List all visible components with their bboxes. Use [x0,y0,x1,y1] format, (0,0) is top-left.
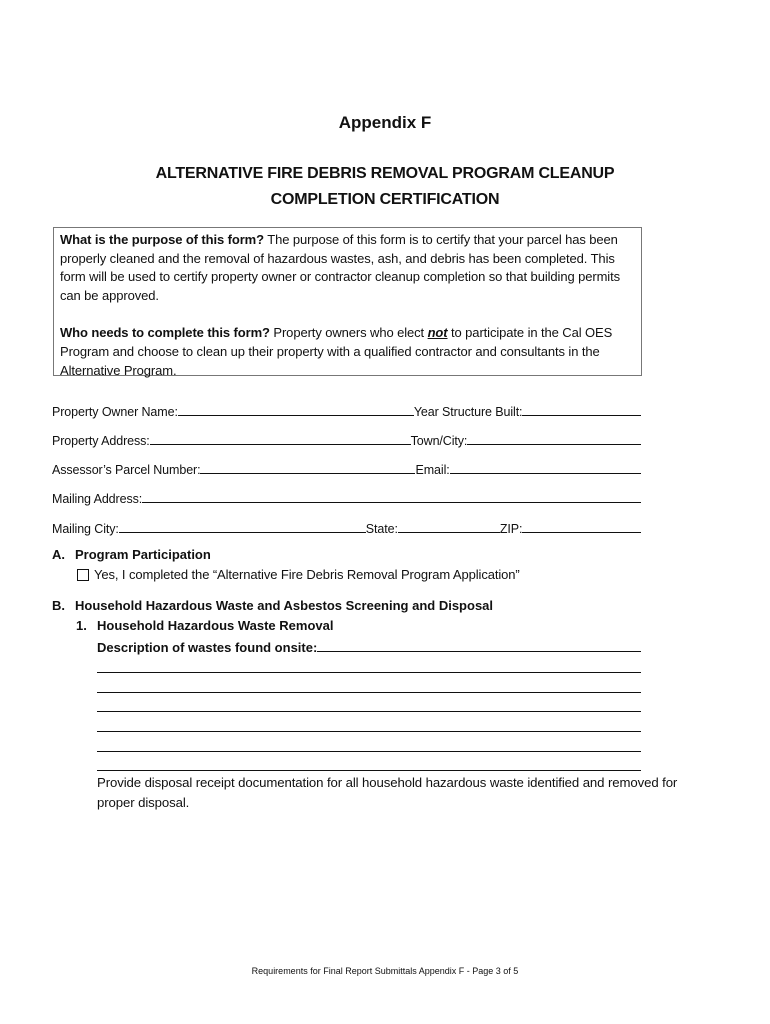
form-title: ALTERNATIVE FIRE DEBRIS REMOVAL PROGRAM CLEANUP COMPLETION CERTIFICATION [155,165,615,208]
hhw-removal-heading [76,618,333,633]
waste-description-field[interactable] [317,638,641,652]
appendix-heading: Appendix F [338,113,432,132]
year-built-label: Year Structure Built: [413,405,523,419]
email-label: Email: [415,463,450,477]
section-b-title: Household Hazardous Waste and Asbestos Screening and Disposal [75,598,494,613]
waste-description-line[interactable] [97,711,641,712]
apn-row [52,459,641,477]
participation-checkbox[interactable] [77,569,89,581]
mailing-city-label: Mailing City: [52,522,119,536]
hhw-item-number: 1. [76,618,87,633]
page-footer: Requirements for Final Report Submittals Appendix F - Page 3 of 5 [251,966,519,976]
email-field[interactable] [450,460,641,474]
not-emphasis: not [427,325,448,341]
waste-description-line[interactable] [97,672,641,673]
section-b-heading [52,598,493,613]
section-b-letter: B. [52,598,65,613]
who-question: Who needs to complete this form? [60,325,270,341]
section-a-title: Program Participation [75,547,211,562]
state-label: State: [365,522,398,536]
purpose-info-box [53,227,642,376]
zip-label: ZIP: [499,522,523,536]
who-paragraph [60,324,634,380]
disposal-receipt-note: Provide disposal receipt documentation for all household hazardous waste identified and removed for proper disposal. [97,775,678,810]
owner-name-field[interactable] [178,402,414,416]
year-built-field[interactable] [522,402,641,416]
mailing-address-field[interactable] [142,489,641,503]
purpose-answer: The purpose of this form is to certify that your parcel has been properly cleaned and the removal of hazardous wastes, ash, and debris has been completed. This form will be used to certify property owner or contractor cleanup completion so that building permits can be approved. [60,232,621,303]
property-address-label: Property Address: [52,434,150,448]
apn-label: Assessor’s Parcel Number: [52,463,201,477]
participation-checkbox-label: Yes, I completed the “Alternative Fire Debris Removal Program Application” [94,567,520,582]
address-row [52,430,641,448]
who-answer-start: Property owners who elect [269,325,428,341]
purpose-paragraph [60,231,634,305]
waste-description-line[interactable] [97,770,641,771]
mailing-city-field[interactable] [119,519,366,533]
waste-description-line[interactable] [97,751,641,752]
owner-name-label: Property Owner Name: [52,405,178,419]
waste-description-line[interactable] [97,731,641,732]
mailing-address-row [52,488,641,506]
who-answer-end: to participate in the Cal OES Program and choose to clean up their property with a qualified contractor and consultants in the Alternative Program. [60,325,613,378]
mailing-address-label: Mailing Address: [52,492,143,506]
hhw-item-title: Household Hazardous Waste Removal [97,618,334,633]
owner-row [52,401,641,419]
town-city-field[interactable] [467,431,641,445]
section-a-letter: A. [52,547,65,562]
mailing-city-row [52,518,641,536]
purpose-question: What is the purpose of this form? [60,232,264,247]
section-a-heading [52,547,211,562]
waste-description-label: Description of wastes found onsite: [97,640,318,655]
zip-field[interactable] [522,519,641,533]
waste-description-line[interactable] [97,692,641,693]
participation-checkbox-row[interactable] [76,567,520,582]
state-field[interactable] [398,519,500,533]
town-city-label: Town/City: [410,434,468,448]
property-address-field[interactable] [150,431,411,445]
apn-field[interactable] [200,460,415,474]
waste-description-row [97,637,641,655]
